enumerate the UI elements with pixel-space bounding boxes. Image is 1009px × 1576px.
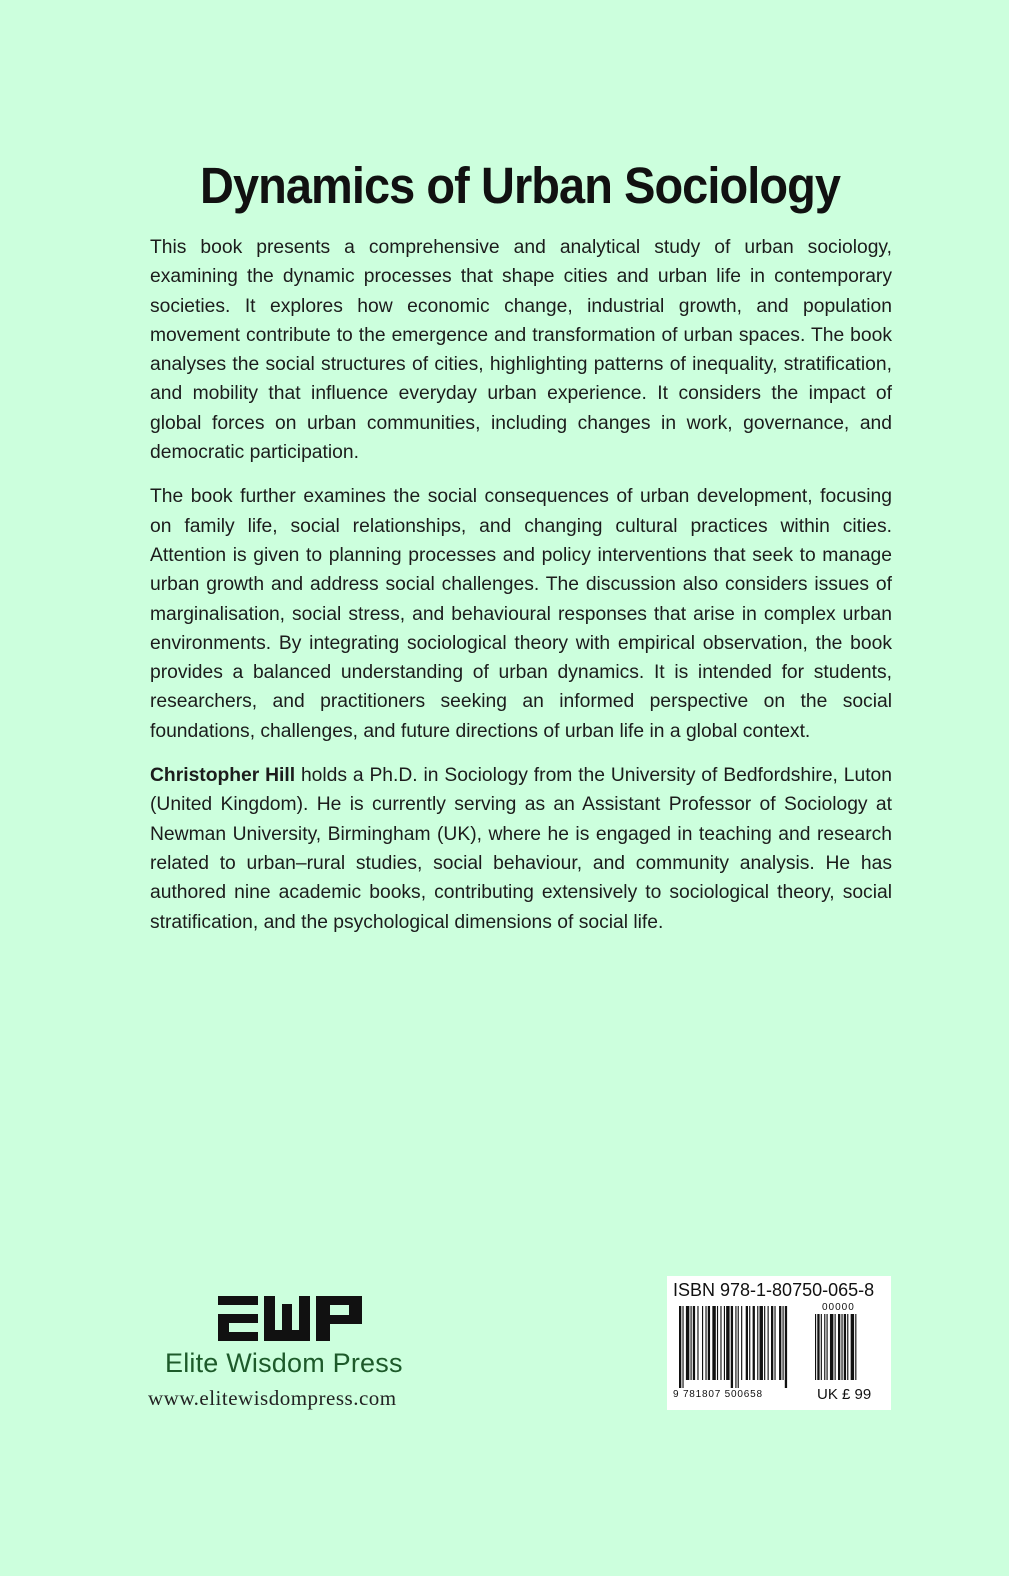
barcode-bar	[760, 1306, 763, 1380]
barcode-addon-bar	[815, 1314, 816, 1380]
barcode-addon-bar	[838, 1314, 840, 1380]
barcode-bar	[746, 1306, 748, 1380]
barcode-bar	[757, 1306, 758, 1380]
barcode-bar	[712, 1306, 715, 1380]
barcode-bar	[749, 1306, 750, 1380]
barcode-bar	[720, 1306, 721, 1380]
barcode-bar	[697, 1306, 698, 1380]
barcode-addon-bar	[827, 1314, 828, 1380]
barcode-addon-bar	[821, 1314, 822, 1380]
barcode-bar	[691, 1306, 692, 1380]
barcode-bar	[693, 1306, 695, 1380]
barcode-bar	[682, 1306, 683, 1388]
barcode-bar	[686, 1306, 689, 1380]
barcode-bar	[731, 1306, 733, 1388]
barcode-bar	[735, 1306, 736, 1388]
barcode-addon-bar	[847, 1314, 848, 1380]
barcode-bar	[705, 1306, 706, 1380]
price-label: UK £ 99	[817, 1386, 872, 1403]
barcode-addon-bar	[844, 1314, 846, 1380]
barcode-addon-bar	[824, 1314, 825, 1380]
barcode-bar	[764, 1306, 765, 1380]
barcode-bar	[741, 1306, 742, 1380]
blurb-paragraph-2: The book further examines the social consequences of urban development, focusing on family life, social relationships, and changing cultural practices within cities. Attention is given to planning processes and policy interventions that seek to manage urban growth and address social challenges. The discussion also considers issues of marginalisation, social stress, and behavioural responses that arise in complex urban environments. By integrating sociological theory with empirical observation, the book provides a balanced understanding of urban dynamics. It is intended for students, researchers, and practitioners seeking an informed perspective on the social foundations, challenges, and future directions of urban life in a global context.	[150, 486, 892, 742]
barcode-bar	[774, 1306, 775, 1380]
barcode-bar	[724, 1306, 725, 1380]
book-title: Dynamics of Urban Sociology	[199, 157, 841, 214]
blurb	[150, 233, 892, 952]
publisher-url[interactable]: www.elitewisdompress.com	[148, 1386, 397, 1410]
barcode-bar	[717, 1306, 718, 1380]
ean-digits: 9 781807 500658	[673, 1389, 763, 1400]
barcode-bar	[771, 1306, 773, 1380]
author-bio	[150, 761, 892, 937]
author-name: Christopher Hill	[150, 765, 296, 787]
ewp-logo-icon	[216, 1290, 364, 1348]
isbn-barcode	[667, 1276, 891, 1410]
barcode-addon-bar	[841, 1314, 842, 1380]
isbn-label: ISBN 978-1-80750-065-8	[673, 1280, 875, 1300]
barcode-addon-bar	[855, 1314, 856, 1380]
barcode-icon	[673, 1306, 885, 1388]
barcode-addon-bar	[851, 1314, 854, 1380]
addon-digits: 00000	[822, 1302, 855, 1313]
barcode-bar	[785, 1306, 787, 1388]
barcode-bar	[779, 1306, 781, 1380]
barcode-addon-bar	[830, 1314, 833, 1380]
barcode-bar	[738, 1306, 739, 1388]
barcode-bar	[753, 1306, 755, 1380]
barcode-bar	[768, 1306, 769, 1380]
barcode-bar	[702, 1306, 703, 1380]
barcode-bar	[726, 1306, 729, 1380]
barcode-addon-bar	[817, 1314, 819, 1380]
barcode-bar	[679, 1306, 681, 1388]
publisher-name: Elite Wisdom Press	[165, 1348, 403, 1378]
barcode-bar	[708, 1306, 710, 1380]
barcode-addon-bar	[835, 1314, 836, 1380]
blurb-paragraph-1: This book presents a comprehensive and analytical study of urban sociology, examining the dynamic processes that shape cities and urban life in contemporary societies. It explores how economic change, industrial growth, and population movement contribute to the emergence and transformation of urban spaces. The book analyses the social structures of cities, highlighting patterns of inequality, stratification, and mobility that influence everyday urban experience. It considers the impact of global forces on urban communities, including changes in work, governance, and democratic participation.	[150, 237, 892, 464]
barcode-bar	[783, 1306, 784, 1380]
author-bio-text: holds a Ph.D. in Sociology from the University of Bedfordshire, Luton (United Kingdom). He is currently serving as an Assistant Professor of Sociology at Newman University, Birmingham (UK), where he is engaged in teaching and research related to urban–rural studies, social behaviour, and community analysis. He has authored nine academic books, contributing extensively to sociological theory, social stratification, and the psychological dimensions of social life.	[150, 765, 892, 933]
